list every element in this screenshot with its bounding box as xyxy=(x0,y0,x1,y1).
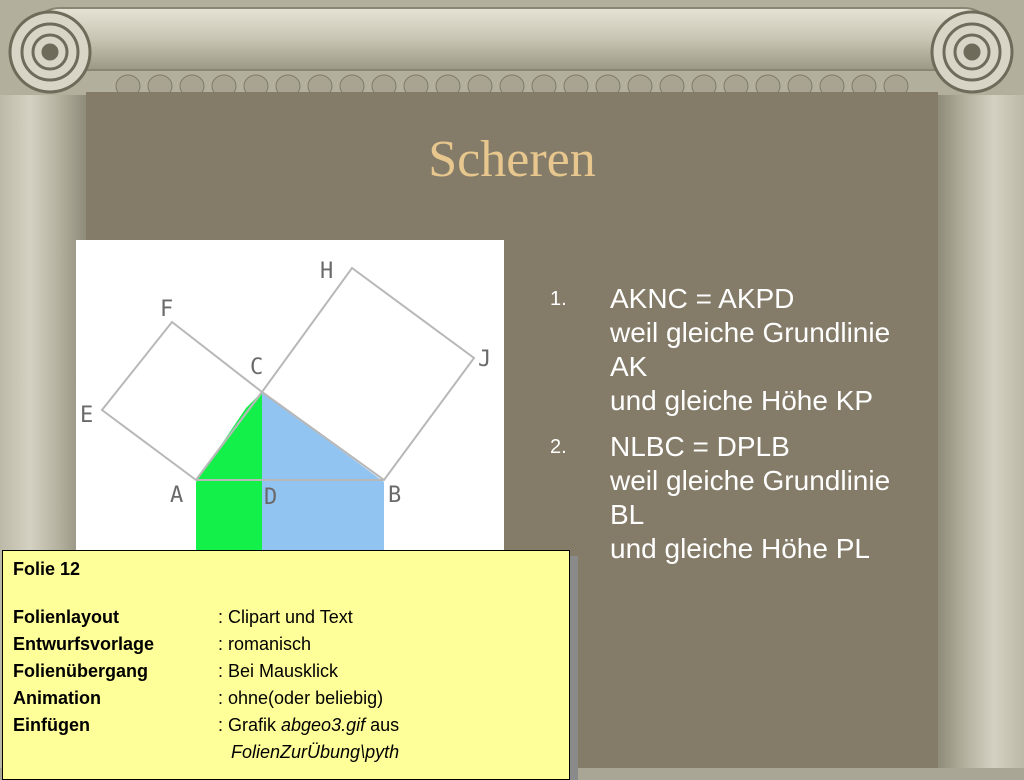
column-capital xyxy=(0,0,1024,100)
figure-shapes xyxy=(102,268,474,568)
list-line: BL xyxy=(610,499,645,530)
list-line: weil gleiche Grundlinie xyxy=(610,465,891,496)
label-j: J xyxy=(478,347,492,372)
note-value: : ohne(oder beliebig) xyxy=(218,688,384,708)
volute-left xyxy=(10,12,90,92)
slide-title: Scheren xyxy=(428,131,596,188)
pythagoras-figure xyxy=(76,240,504,568)
insert-file: abgeo3.gif xyxy=(281,715,366,735)
label-e: E xyxy=(80,403,94,428)
label-a: A xyxy=(170,483,184,508)
insert-path: FolienZurÜbung\pyth xyxy=(231,742,400,762)
argument-list xyxy=(550,282,980,578)
list-number: 1. xyxy=(550,288,567,310)
note-row xyxy=(13,631,559,658)
insert-prefix: : Grafik xyxy=(218,715,282,735)
note-key: Folienübergang xyxy=(13,661,148,681)
slide-note xyxy=(2,550,570,780)
list-line: weil gleiche Grundlinie xyxy=(610,317,891,348)
label-c: C xyxy=(250,355,264,380)
note-key: Folienlayout xyxy=(13,607,120,627)
label-d: D xyxy=(264,485,278,510)
list-line: und gleiche Höhe PL xyxy=(610,533,870,564)
note-key: Einfügen xyxy=(13,715,90,735)
note-key: Animation xyxy=(13,688,101,708)
label-h: H xyxy=(320,259,334,284)
label-b: B xyxy=(388,483,402,508)
list-line: NLBC = DPLB xyxy=(610,431,790,462)
list-line: AK xyxy=(610,351,648,382)
list-number: 2. xyxy=(550,436,567,458)
note-slide-number: Folie 12 xyxy=(13,559,81,579)
list-item xyxy=(550,282,980,418)
insert-suffix: aus xyxy=(365,715,400,735)
note-row xyxy=(13,685,559,712)
note-row-insert xyxy=(13,712,559,739)
note-value: : Clipart und Text xyxy=(218,607,353,627)
note-value: : romanisch xyxy=(218,634,312,654)
list-item xyxy=(550,430,980,566)
note-value: : Bei Mausklick xyxy=(218,661,339,681)
note-key: Entwurfsvorlage xyxy=(13,634,155,654)
label-f: F xyxy=(160,297,174,322)
note-row xyxy=(13,658,559,685)
list-line: und gleiche Höhe KP xyxy=(610,385,874,416)
volute-right xyxy=(932,12,1012,92)
list-line: AKNC = AKPD xyxy=(610,283,795,314)
note-row xyxy=(13,604,559,631)
note-value xyxy=(218,712,559,739)
